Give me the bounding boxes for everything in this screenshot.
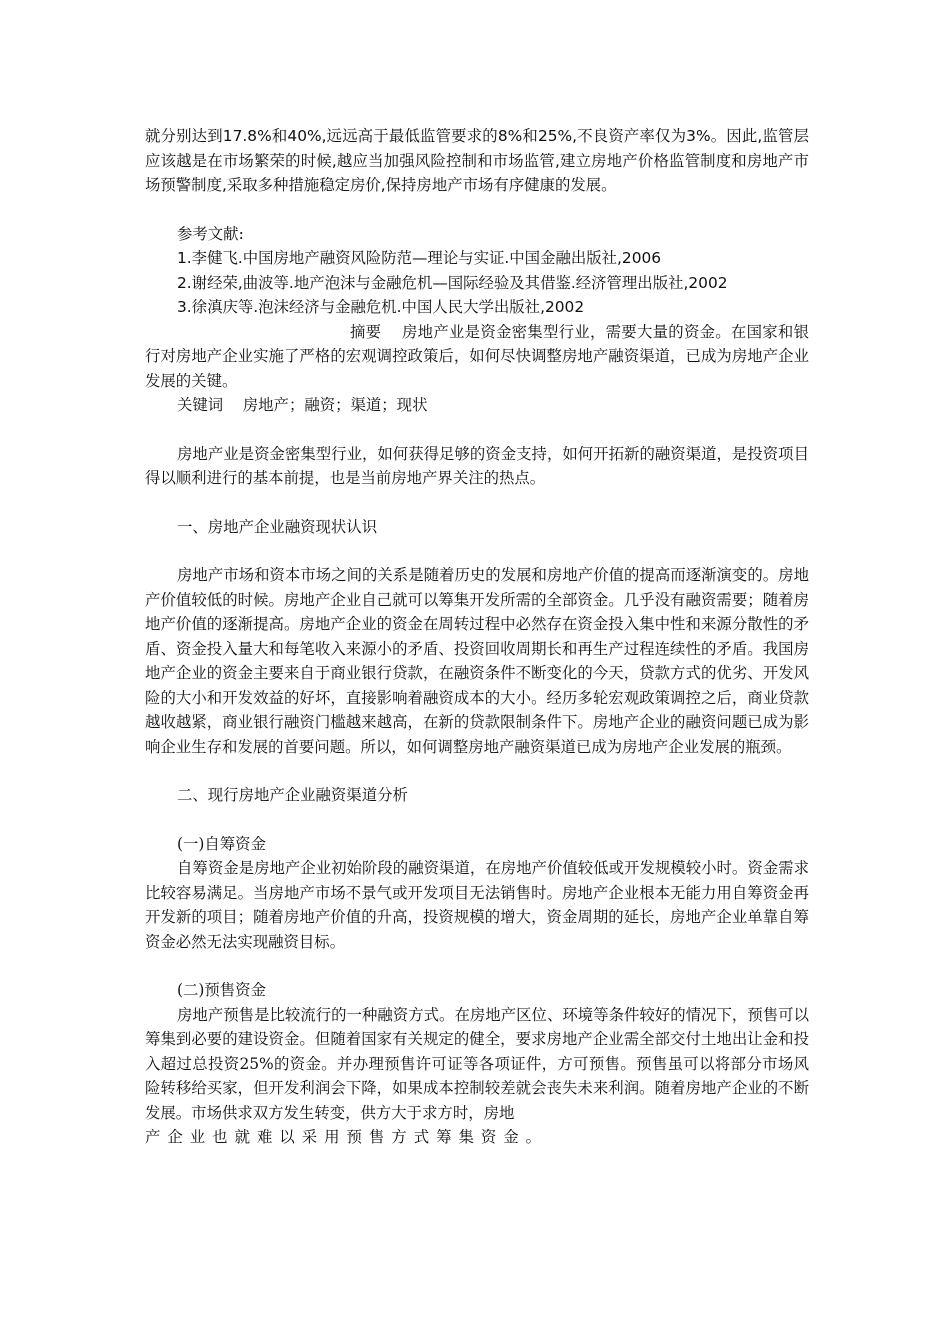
spacer — [145, 808, 809, 832]
abstract-text: 房地产业是资金密集型行业，需要大量的资金。在国家和银行对房地产企业实施了严格的宏观调控政策后，如何尽快调整房地产融资渠道，已成为房地产企业发展的关键。 — [145, 322, 809, 390]
section2-sub1-paragraph: 自筹资金是房地产企业初始阶段的融资渠道，在房地产价值较低或开发规模较小时。资金需求比较容易满足。当房地产市场不景气或开发项目无法销售时。房地产企业根本无能力用自筹资金再开发新的项目；随着房地产价值的升高，投资规模的增大，资金周期的延长，房地产企业单靠自筹资金必然无法实现融资目标。 — [145, 859, 809, 951]
spacer — [145, 539, 809, 563]
spacer — [145, 954, 809, 978]
reference-item-1: 1.李健飞.中国房地产融资风险防范—理论与实证.中国金融出版社,2006 — [177, 249, 662, 267]
spacer — [145, 198, 809, 222]
reference-item-2: 2.谢经荣,曲波等.地产泡沫与金融危机—国际经验及其借鉴.经济管理出版社,2002 — [177, 273, 728, 292]
keywords-text: 房地产；融资；渠道；现状 — [242, 396, 428, 414]
section1-paragraph: 房地产市场和资本市场之间的关系是随着历史的发展和房地产价值的提高而逐渐演变的。房地产价值较低的时候。房地产企业自己就可以筹集开发所需的全部资金。几乎没有融资需要；随着房地产价值的逐渐提高。房地产企业的资金在周转过程中必然存在资金投入集中性和来源分散性的矛盾、资金投入量大和每笔收入来源小的矛盾、投资回收周期长和再生产过程连续性的矛盾。我国房地产企业的资金主要来自于商业银行贷款，在融资条件不断变化的今天，贷款方式的优劣、开发风险的大小和开发效益的好坏，直接影响着融资成本的大小。经历多轮宏观政策调控之后，商业贷款越收越紧，商业银行融资门槛越来越高，在新的贷款限制条件下。房地产企业的融资问题已成为影响企业生存和发展的首要问题。所以，如何调整房地产融资渠道已成为房地产企业发展的瓶颈。 — [145, 566, 809, 756]
section2-sub1-heading: (一)自筹资金 — [177, 834, 266, 853]
abstract — [145, 320, 809, 394]
document-page — [145, 124, 809, 1150]
spacer — [145, 418, 809, 442]
references-heading: 参考文献: — [177, 224, 244, 243]
section2-sub2-heading: (二)预售资金 — [177, 981, 266, 999]
abstract-label: 摘要 — [350, 322, 382, 341]
keywords — [145, 393, 809, 418]
section2-sub2-last-line: 产企业也就难以采用预售方式筹集资金。 — [145, 1128, 549, 1146]
spacer — [145, 491, 809, 515]
section2-sub2-paragraph: 房地产预售是比较流行的一种融资方式。在房地产区位、环境等条件较好的情况下，预售可以筹集到必要的建设资金。但随着国家有关规定的健全，要求房地产企业需全部交付土地出让金和投入超过总投资25%的资金。并办理预售许可证等各项证件，方可预售。预售虽可以将部分市场风险转移给买家，但开发利润会下降，如果成本控制较差就会丧失未来利润。随着房地产企业的不断发展。市场供求双方发生转变，供方大于求方时，房地 — [145, 1005, 809, 1122]
section2-heading: 二、现行房地产企业融资渠道分析 — [177, 786, 408, 804]
section1-heading: 一、房地产企业融资现状认识 — [177, 517, 378, 536]
intro-paragraph: 就分别达到17.8%和40%,远远高于最低监管要求的8%和25%,不良资产率仅为3%。因此,监管层应该越是在市场繁荣的时候,越应当加强风险控制和市场监管,建立房地产价格监管制度和房地产市场预警制度,采取多种措施稳定房价,保持房地产市场有序健康的发展。 — [145, 127, 809, 194]
reference-item-3: 3.徐滇庆等.泡沫经济与金融危机.中国人民大学出版社,2002 — [177, 298, 585, 316]
opening-paragraph: 房地产业是资金密集型行业，如何获得足够的资金支持，如何开拓新的融资渠道，是投资项目得以顺利进行的基本前提，也是当前房地产界关注的热点。 — [145, 444, 809, 487]
spacer — [145, 759, 809, 783]
keywords-label: 关键词 — [177, 396, 224, 414]
